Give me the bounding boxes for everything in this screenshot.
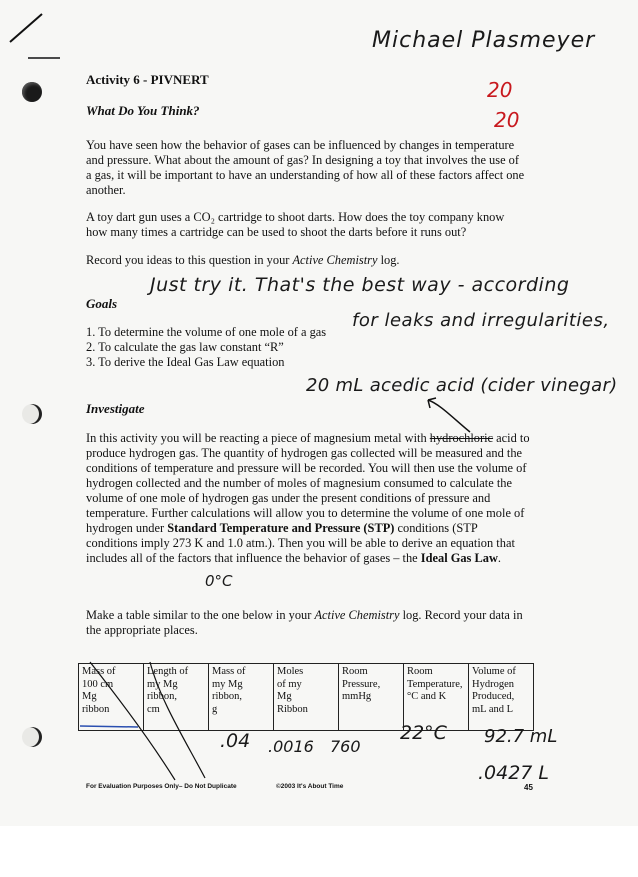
investigate-line: conditions imply 273 K and 1.0 atm.). Then you will be able to derive an equation that [86, 536, 515, 550]
intro-line: another. [86, 183, 126, 197]
header-volume: Volume of Hydrogen Produced, mL and L [469, 664, 534, 731]
binder-hole-bottom [22, 727, 42, 747]
handwritten-acid-note: 20 mL acedic acid (cider vinegar) [306, 375, 618, 396]
activity-title: Activity 6 - PIVNERT [86, 72, 209, 87]
binder-hole-middle [22, 404, 42, 424]
investigate-line: In this activity you will be reacting a piece of magnesium metal with hydrochloric acid to [86, 431, 530, 445]
goal-item: 2. To calculate the gas law constant “R” [86, 340, 284, 354]
header-temperature: Room Temperature, °C and K [404, 664, 469, 731]
header-moles: Moles of my Mg Ribbon [274, 664, 339, 731]
handwritten-answer-line1: Just try it. That's the best way - according [150, 274, 570, 296]
table-instruction-line: Make a table similar to the one below in your Active Chemistry log. Record your data in [86, 608, 523, 622]
intro-line: You have seen how the behavior of gases can be influenced by changes in temperature [86, 138, 515, 152]
handwritten-volume-ml: 92.7 mL [484, 726, 558, 747]
intro-line: and pressure. What about the amount of gas? In designing a toy that involves the use of [86, 153, 519, 167]
investigate-line: produce hydrogen gas. The quantity of hydrogen gas collected will be measured and the [86, 446, 523, 460]
investigate-line: includes all of the factors that influence the behavior of gases – the Ideal Gas Law. [86, 551, 501, 565]
header-length: Length of my Mg ribbon, cm [144, 664, 209, 731]
goal-item: 1. To determine the volume of one mole of a gas [86, 325, 327, 339]
header-mass-100cm: Mass of 100 cm Mg ribbon [79, 664, 144, 731]
pen-mark-corner [0, 0, 70, 70]
table-instruction-line: the appropriate places. [86, 623, 198, 637]
handwritten-answer-line2: for leaks and irregularities, [352, 310, 610, 331]
handwritten-pressure-value: 760 [330, 737, 361, 756]
goal-item: 3. To derive the Ideal Gas Law equation [86, 355, 285, 369]
record-ideas-line: Record you ideas to this question in your Active Chemistry log. [86, 253, 400, 267]
score-bottom: 20 [494, 108, 520, 132]
investigate-heading: Investigate [86, 401, 145, 416]
investigate-line: hydrogen collected and the number of moles of magnesium consumed to calculate the [86, 476, 512, 490]
scan-bottom-margin [0, 826, 638, 877]
binder-hole-top [22, 82, 42, 102]
footer-disclaimer: For Evaluation Purposes Only– Do Not Duplicate [86, 783, 237, 790]
handwritten-mass-value: .04 [220, 730, 251, 752]
handwritten-volume-l: .0427 L [478, 762, 550, 784]
investigate-line: temperature. Further calculations will allow you to determine the volume of one mole of [86, 506, 525, 520]
handwritten-moles-value: .0016 [268, 737, 314, 756]
page-number: 45 [524, 783, 533, 792]
footer-copyright: ©2003 It's About Time [276, 783, 344, 790]
handwritten-zero-celsius: 0°C [205, 572, 233, 590]
investigate-line: conditions of temperature and pressure will be recorded. You will then use the volume of [86, 461, 527, 475]
investigate-line: hydrogen under Standard Temperature and Pressure (STP) conditions (STP [86, 521, 478, 535]
score-top: 20 [487, 78, 513, 102]
question-line: A toy dart gun uses a CO₂ cartridge to shoot darts. How does the toy company know [86, 210, 505, 224]
investigate-line: volume of one mole of hydrogen gas under the present conditions of pressure and [86, 491, 491, 505]
pen-strike-lines [80, 660, 230, 790]
goals-heading: Goals [86, 296, 118, 311]
header-pressure: Room Pressure, mmHg [339, 664, 404, 731]
intro-line: a gas, it will be important to have an understanding of how all of these factors affect one [86, 168, 525, 182]
what-do-you-think-heading: What Do You Think? [86, 103, 200, 118]
header-mass: Mass of my Mg ribbon, g [209, 664, 274, 731]
student-name: Michael Plasmeyer [372, 28, 596, 53]
question-line: how many times a cartridge can be used to shoot the darts before it runs out? [86, 225, 467, 239]
handwritten-room-temp-value: 22°C [400, 722, 447, 744]
